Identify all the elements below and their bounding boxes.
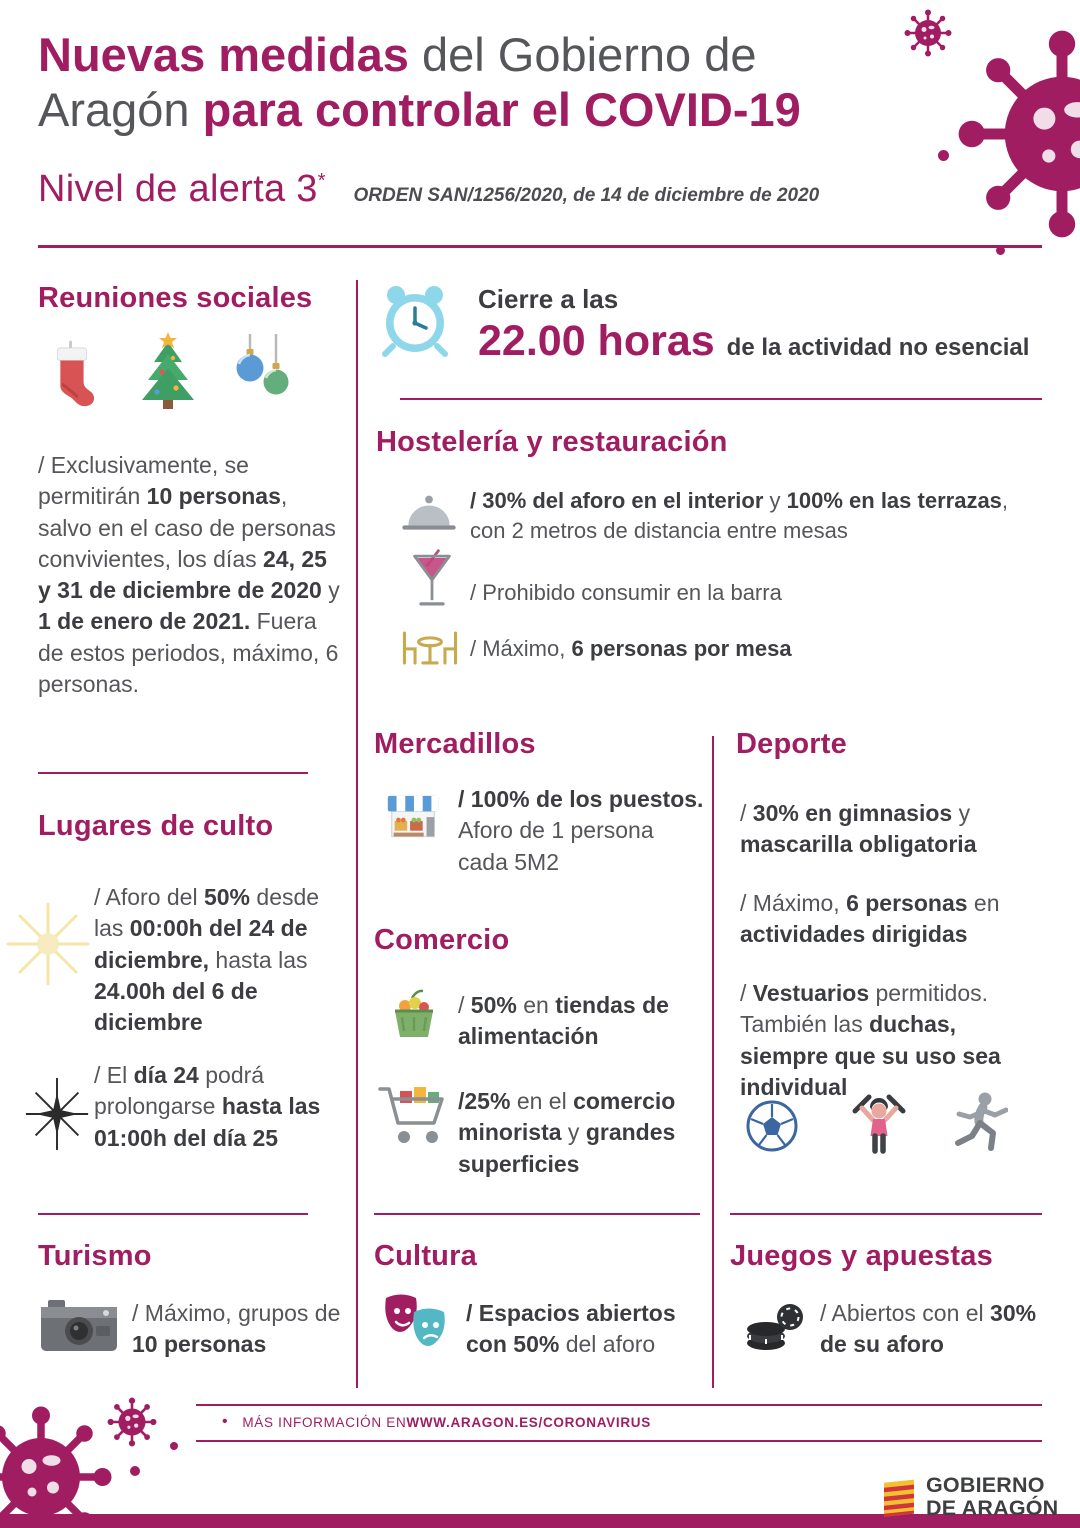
virus-icon: [106, 1396, 158, 1448]
food-basket-icon: [382, 982, 446, 1046]
bullet-icon: •: [222, 1413, 229, 1430]
comercio-item: /25% en el comercio minorista y grandes superficies: [458, 1088, 676, 1177]
order-reference: ORDEN SAN/1256/2020, de 14 de diciembre de 2020: [353, 185, 820, 206]
alert-asterisk: *: [317, 170, 326, 192]
juegos-item: / Abiertos con el 30% de su aforo: [820, 1300, 1037, 1358]
weightlifter-icon: [848, 1090, 910, 1158]
title-accent-1: Nuevas medidas: [38, 28, 409, 81]
mid-divider: [374, 1213, 700, 1215]
hosteleria-item: / 30% del aforo en el interior y 100% en las terrazas, con 2 metros de distancia entre mesas: [470, 488, 1009, 543]
virus-dot: [170, 1442, 178, 1450]
shopping-cart-icon: [376, 1080, 452, 1150]
poker-chips-icon: [742, 1294, 808, 1354]
closure-intro: Cierre a las: [478, 284, 619, 314]
footer-divider-bottom: [196, 1440, 1042, 1442]
deporte-item: / Vestuarios permitidos. También las duchas, siempre que su uso sea individual: [740, 980, 1001, 1100]
section-heading-deporte: Deporte: [736, 728, 847, 760]
virus-icon: [903, 8, 953, 58]
title-rest-2: Aragón: [38, 82, 203, 136]
virus-dot: [938, 150, 949, 161]
footer-divider-top: [196, 1404, 1042, 1406]
christmas-stocking-icon: [40, 338, 102, 412]
soccer-ball-icon: [744, 1098, 800, 1154]
closure-divider: [400, 398, 1042, 400]
christmas-tree-icon: [126, 330, 210, 416]
table-chairs-icon: [398, 626, 462, 670]
column-divider-secondary: [712, 736, 714, 1388]
section-heading-lugares-culto: Lugares de culto: [38, 810, 274, 842]
christmas-ornaments-icon: [226, 334, 298, 414]
virus-dot: [996, 246, 1005, 255]
lugares-culto-item: / El día 24 podrá prolongarse hasta las 01:00h del día 25: [94, 1062, 321, 1151]
section-heading-comercio: Comercio: [374, 924, 510, 956]
alert-row: [38, 168, 819, 211]
deporte-item: / Máximo, 6 personas en actividades dirigidas: [740, 890, 1000, 948]
more-info-url: WWW.ARAGON.ES/CORONAVIRUS: [406, 1414, 651, 1430]
cocktail-icon: [410, 548, 454, 612]
section-heading-reuniones: Reuniones sociales: [38, 282, 313, 314]
star-sparkle-icon: [22, 1076, 92, 1152]
comercio-item: / 50% en tiendas de alimentación: [458, 992, 669, 1050]
cultura-item: / Espacios abiertos con 50% del aforo: [466, 1300, 676, 1358]
alarm-clock-icon: [376, 280, 454, 358]
alert-level: Nivel de alerta 3: [38, 168, 318, 210]
lugares-culto-item: / Aforo del 50% desde las 00:00h del 24 de diciembre, hasta las 24.00h del 6 de diciembre: [94, 884, 320, 1036]
market-stall-icon: [382, 790, 444, 852]
virus-icon: [952, 24, 1080, 244]
mercadillos-item: / 100% de los puestos. Aforo de 1 persona cada 5M2: [458, 786, 704, 875]
title-rest-1: del Gobierno de: [408, 28, 757, 81]
closure-time: 22.00 horas: [478, 317, 715, 365]
right-divider: [730, 1213, 1042, 1215]
hosteleria-item: / Máximo, 6 personas por mesa: [470, 636, 792, 661]
hosteleria-item: / Prohibido consumir en la barra: [470, 580, 782, 605]
title-accent-2: para controlar el COVID-19: [202, 82, 801, 136]
more-info-text: MÁS INFORMACIÓN EN: [242, 1414, 407, 1430]
section-heading-turismo: Turismo: [38, 1240, 152, 1272]
left-divider-1: [38, 772, 308, 774]
more-info-line: [222, 1413, 651, 1431]
virus-dot: [130, 1466, 140, 1476]
gov-name-line2: DE ARAGÓN: [926, 1495, 1059, 1520]
runner-icon: [948, 1090, 1008, 1158]
page-title: [38, 28, 868, 138]
turismo-item: / Máximo, grupos de 10 personas: [132, 1300, 341, 1358]
left-divider-2: [38, 1213, 308, 1215]
gov-name: [926, 1474, 1058, 1519]
section-heading-cultura: Cultura: [374, 1240, 477, 1272]
reuniones-body: / Exclusivamente, se permitirán 10 personas, salvo en el caso de personas convivientes, los días 24, 25 y 31 de diciembre de 2020 y 1 de enero de 2021. Fuera de estos periodos, máximo, 6 personas.: [38, 452, 340, 697]
aragon-flag-icon: [882, 1475, 918, 1519]
gobierno-aragon-logo: [882, 1474, 1058, 1519]
theater-masks-icon: [378, 1292, 454, 1360]
serving-dish-icon: [398, 492, 460, 538]
camera-icon: [38, 1296, 120, 1356]
column-divider-main: [356, 280, 358, 1388]
section-heading-hosteleria: Hostelería y restauración: [376, 426, 728, 458]
header-divider: [38, 245, 1042, 248]
sun-rays-icon: [2, 898, 94, 990]
section-heading-mercadillos: Mercadillos: [374, 728, 536, 760]
gov-name-line1: GOBIERNO: [926, 1473, 1045, 1497]
closure-scope: de la actividad no esencial: [726, 334, 1030, 361]
section-heading-juegos: Juegos y apuestas: [730, 1240, 993, 1272]
virus-icon: [0, 1402, 116, 1528]
closure-section: [478, 284, 1029, 366]
deporte-item: / 30% en gimnasios y mascarilla obligatoria: [740, 800, 977, 858]
